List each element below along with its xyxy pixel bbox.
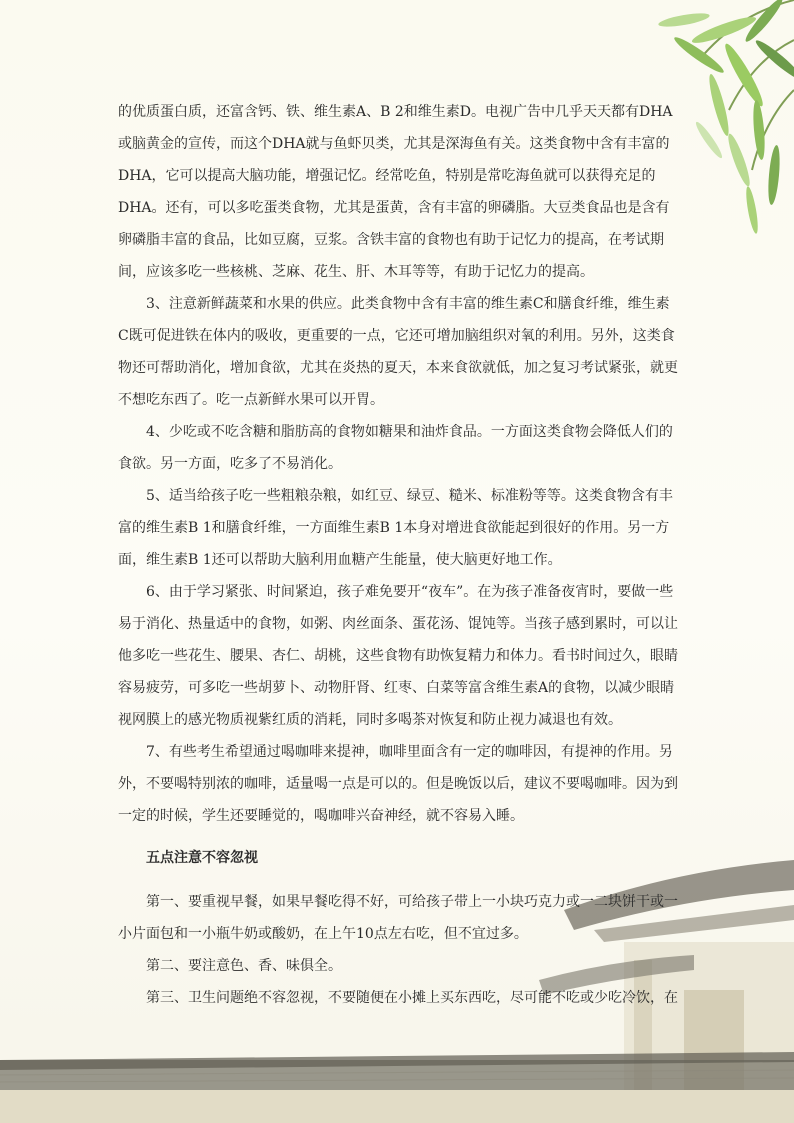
paragraph: 4、少吃或不吃含糖和脂肪高的食物如糖果和油炸食品。一方面这类食物会降低人们的食欲。另一方面，吃多了不易消化。 xyxy=(118,424,673,472)
paragraph: 7、有些考生希望通过喝咖啡来提神，咖啡里面含有一定的咖啡因，有提神的作用。另外，不要喝特别浓的咖啡，适量喝一点是可以的。但是晚饭以后，建议不要喝咖啡。因为到一定的时候，学生还要睡觉的，喝咖啡兴奋神经，就不容易入睡。 xyxy=(118,744,678,824)
paragraph: 5、适当给孩子吃一些粗粮杂粮，如红豆、绿豆、糙米、标准粉等等。这类食物含有丰富的维生素B 1和膳食纤维，一方面维生素B 1本身对增进食欲能起到很好的作用。另一方面，维生素B 1还可以帮助大脑利用血糖产生能量，使大脑更好地工作。 xyxy=(118,488,673,568)
document-body xyxy=(118,96,678,1014)
paragraph: 6、由于学习紧张、时间紧迫，孩子难免要开“夜车”。在为孩子准备夜宵时，要做一些易于消化、热量适中的食物，如粥、肉丝面条、蛋花汤、馄饨等。当孩子感到累时，可以让他多吃一些花生、腰果、杏仁、胡桃，这些食物有助恢复精力和体力。看书时间过久，眼睛容易疲劳，可多吃一些胡萝卜、动物肝肾、红枣、白菜等富含维生素A的食物，以减少眼睛视网膜上的感光物质视紫红质的消耗，同时多喝茶对恢复和防止视力减退也有效。 xyxy=(118,584,678,728)
wall-decoration xyxy=(0,1040,794,1123)
paragraph: 第二、要注意色、香、味俱全。 xyxy=(146,958,342,974)
section-heading: 五点注意不容忽视 xyxy=(146,850,258,866)
paragraph: 3、注意新鲜蔬菜和水果的供应。此类食物中含有丰富的维生素C和膳食纤维，维生素C既可促进铁在体内的吸收，更重要的一点，它还可增加脑组织对氧的利用。另外，这类食物还可帮助消化，增加食欲，尤其在炎热的夏天，本来食欲就低，加之复习考试紧张，就更不想吃东西了。吃一点新鲜水果可以开胃。 xyxy=(118,296,678,408)
paragraph: 的优质蛋白质，还富含钙、铁、维生素A、B 2和维生素D。电视广告中几乎天天都有DHA或脑黄金的宣传，而这个DHA就与鱼虾贝类，尤其是深海鱼有关。这类食物中含有丰富的DHA，它可以提高大脑功能，增强记忆。经常吃鱼，特别是常吃海鱼就可以获得充足的DHA。还有，可以多吃蛋类食物，尤其是蛋黄，含有丰富的卵磷脂。大豆类食品也是含有卵磷脂丰富的食品，比如豆腐，豆浆。含铁丰富的食物也有助于记忆力的提高，在考试期间，应该多吃一些核桃、芝麻、花生、肝、木耳等等，有助于记忆力的提高。 xyxy=(118,104,673,280)
paragraph: 第一、要重视早餐，如果早餐吃得不好，可给孩子带上一小块巧克力或一二块饼干或一小片面包和一小瓶牛奶或酸奶，在上午10点左右吃，但不宜过多。 xyxy=(118,894,678,942)
paragraph: 第三、卫生问题绝不容忽视，不要随便在小摊上买东西吃，尽可能不吃或少吃冷饮，在 xyxy=(146,990,678,1006)
